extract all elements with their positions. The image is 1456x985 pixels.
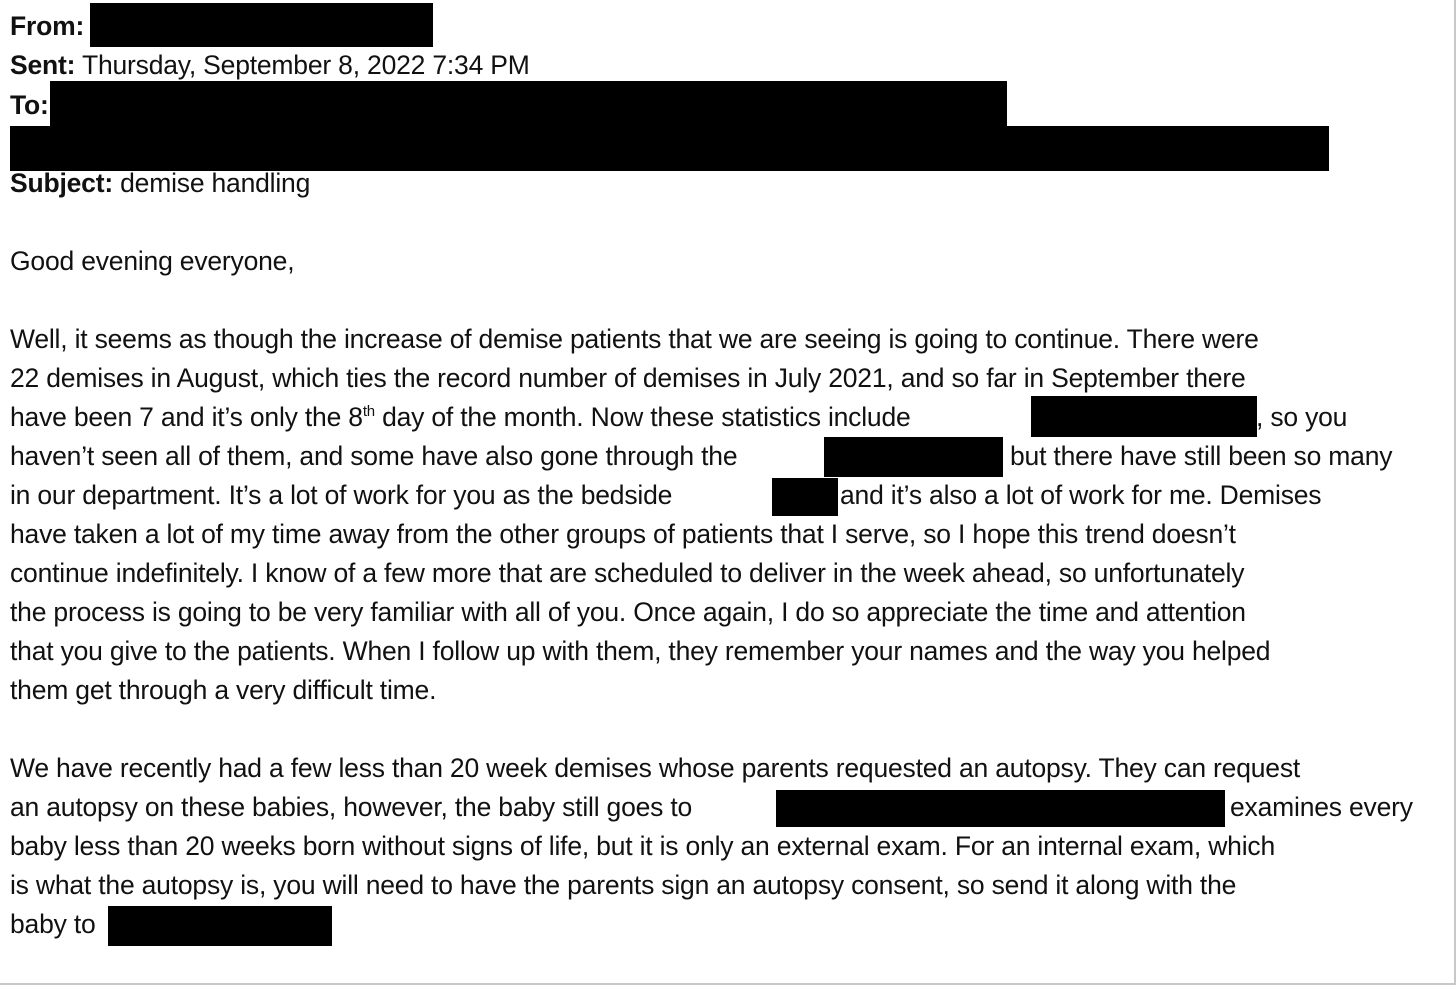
- sent-value: Thursday, September 8, 2022 7:34 PM: [81, 50, 530, 80]
- p1-line-1: Well, it seems as though the increase of demise patients that we are seeing is going to continue. There were: [10, 324, 1259, 354]
- p1-line-5-b: and it’s also a lot of work for me. Demises: [840, 480, 1322, 510]
- redaction-p1-1: [1031, 396, 1257, 437]
- to-line: [10, 86, 49, 125]
- redaction-to-1: [50, 81, 1007, 126]
- to-label: To:: [10, 90, 49, 120]
- p1-line-2: 22 demises in August, which ties the record number of demises in July 2021, and so far in September there: [10, 363, 1246, 393]
- redaction-p2-1: [776, 790, 1225, 827]
- from-label: From:: [10, 11, 85, 41]
- p1-line-3-b: day of the month. Now these statistics include: [374, 402, 911, 432]
- p1-line-4-b: but there have still been so many: [1010, 441, 1393, 471]
- redaction-p2-2: [108, 906, 332, 946]
- p1-line-5-a: in our department. It’s a lot of work for you as the bedside: [10, 480, 673, 510]
- p2-line-1: We have recently had a few less than 20 week demises whose parents requested an autopsy. They can request: [10, 753, 1301, 783]
- subject-value: demise handling: [120, 168, 311, 198]
- p1-line-3-a: have been 7 and it’s only the 8: [10, 402, 363, 432]
- p1-line-4-a: haven’t seen all of them, and some have also gone through the: [10, 441, 738, 471]
- p1-line-3-sup: th: [362, 403, 375, 420]
- from-line: [10, 7, 84, 46]
- redaction-p1-2: [824, 437, 1003, 477]
- p2-line-2-b: examines every: [1230, 792, 1413, 822]
- p1-line-3-c: , so you: [1256, 402, 1348, 432]
- p2-line-5: baby to: [10, 909, 96, 939]
- p1-line-9: that you give to the patients. When I follow up with them, they remember your names and the way you helped: [10, 636, 1271, 666]
- subject-label: Subject:: [10, 168, 113, 198]
- p2-line-4: is what the autopsy is, you will need to have the parents sign an autopsy consent, so send it along with the: [10, 870, 1237, 900]
- greeting: Good evening everyone,: [10, 246, 295, 276]
- subject-line: [10, 164, 310, 203]
- sent-label: Sent:: [10, 50, 76, 80]
- p2-line-2-a: an autopsy on these babies, however, the baby still goes to: [10, 792, 693, 822]
- sent-line: [10, 46, 530, 85]
- p1-line-10: them get through a very difficult time.: [10, 675, 437, 705]
- p1-line-6: have taken a lot of my time away from the other groups of patients that I serve, so I hope this trend doesn’t: [10, 519, 1236, 549]
- p1-line-7: continue indefinitely. I know of a few more that are scheduled to deliver in the week ahead, so unfortunately: [10, 558, 1245, 588]
- p2-line-3: baby less than 20 weeks born without signs of life, but it is only an external exam. For an internal exam, which: [10, 831, 1275, 861]
- redaction-from: [90, 3, 433, 47]
- redaction-p1-3: [772, 478, 838, 516]
- p1-line-3: [10, 398, 911, 437]
- p1-line-8: the process is going to be very familiar with all of you. Once again, I do so appreciate the time and attention: [10, 597, 1246, 627]
